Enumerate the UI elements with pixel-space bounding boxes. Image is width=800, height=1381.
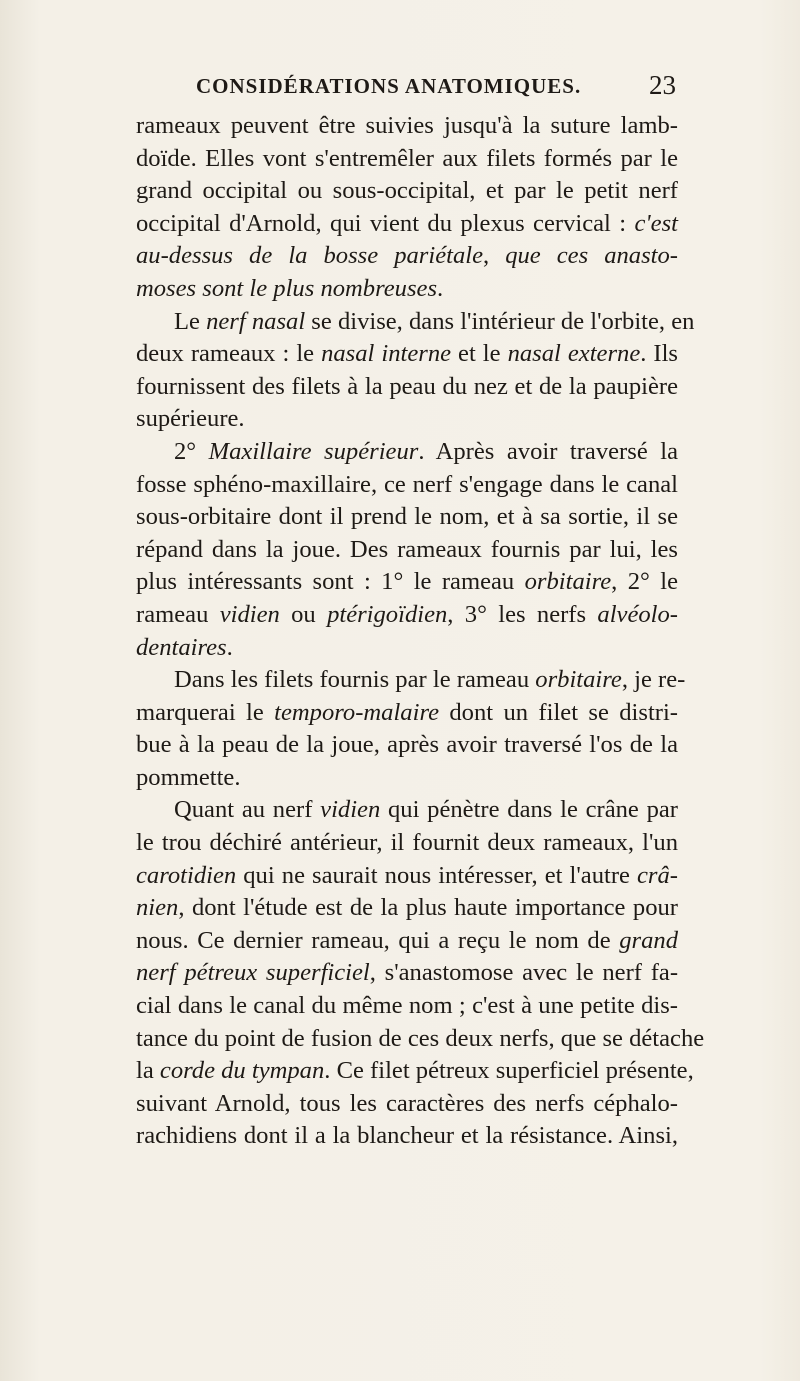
text-segment: nous. Ce dernier rameau, qui a reçu le nom de	[136, 926, 620, 954]
italic-term: nerf nasal	[206, 307, 306, 335]
italic-term: orbitaire	[524, 568, 612, 596]
text-line	[136, 436, 678, 469]
text-line	[136, 403, 678, 436]
text-segment: répand dans la joue. Des rameaux fournis par lui, les	[136, 535, 678, 563]
text-segment: supérieure.	[136, 405, 245, 433]
text-line	[136, 371, 678, 404]
text-line	[136, 306, 695, 339]
text-segment: plus intéressants sont : 1° le rameau	[136, 568, 525, 596]
text-segment: Le	[174, 307, 207, 335]
italic-term: temporo-malaire	[274, 698, 440, 726]
italic-term: au-dessus de la bosse pariétale	[136, 242, 483, 270]
running-title: CONSIDÉRATIONS ANATOMIQUES.	[196, 74, 582, 98]
italic-term: c'est	[634, 209, 678, 237]
text-segment: , 3° les nerfs	[447, 600, 598, 628]
text-line	[136, 794, 678, 827]
text-line	[136, 925, 678, 958]
italic-term: alvéolo-	[597, 600, 678, 628]
text-line	[136, 990, 678, 1023]
text-segment: fosse sphéno-maxillaire, ce nerf s'engage dans le canal	[136, 470, 678, 498]
italic-term: nasal interne	[321, 340, 452, 368]
text-segment: 2°	[174, 437, 209, 465]
text-segment: grand occipital ou sous-occipital, et par le petit nerf	[136, 177, 678, 205]
text-line	[136, 1055, 694, 1088]
italic-term: ptérigoïdien	[327, 600, 448, 628]
text-segment: doïde. Elles vont s'entremêler aux filets formés par le	[136, 144, 678, 172]
text-line	[136, 338, 678, 371]
italic-term: grand	[619, 926, 678, 954]
text-line	[136, 957, 678, 990]
text-line	[136, 827, 678, 860]
page-number: 23	[649, 70, 676, 100]
text-segment: qui ne saurait nous intéresser, et l'autre	[236, 861, 638, 889]
italic-term: nien	[136, 894, 179, 922]
text-segment: qui pénètre dans le crâne par	[380, 796, 678, 824]
text-line	[136, 469, 678, 502]
text-segment: ,	[483, 242, 506, 270]
text-line	[136, 240, 678, 273]
text-line	[136, 501, 678, 534]
text-line	[136, 208, 678, 241]
text-line	[136, 566, 678, 599]
body-text	[136, 110, 705, 1153]
italic-term: nerf pétreux superficiel	[136, 959, 370, 987]
text-segment: rameau	[136, 600, 220, 628]
text-segment: .	[226, 633, 233, 661]
italic-term: dentaires	[136, 633, 227, 661]
italic-term: moses sont le plus nombreuses	[136, 274, 438, 302]
text-line	[136, 697, 678, 730]
text-segment: . Ils	[640, 340, 678, 368]
text-segment: .	[437, 274, 444, 302]
text-segment: et le	[451, 340, 508, 368]
italic-term: Maxillaire supérieur	[208, 437, 419, 465]
text-segment: ou	[279, 600, 328, 628]
text-segment: se divise, dans l'intérieur de l'orbite, en	[305, 307, 695, 335]
text-segment: pommette.	[136, 763, 241, 791]
text-line	[136, 1120, 678, 1153]
text-segment: Dans les filets fournis par le rameau	[174, 666, 536, 694]
italic-term: crâ-	[637, 861, 678, 889]
text-line	[136, 143, 678, 176]
text-line	[136, 110, 678, 143]
text-segment: rachidiens dont il a la blancheur et la résistance. Ainsi,	[136, 1122, 678, 1150]
text-segment: la	[136, 1057, 160, 1085]
text-line	[136, 762, 678, 795]
text-segment: fournissent des filets à la peau du nez et de la paupière	[136, 372, 678, 400]
page-header	[136, 70, 676, 106]
italic-term: orbitaire	[535, 666, 622, 694]
text-segment: deux rameaux : le	[136, 340, 322, 368]
text-segment: bue à la peau de la joue, après avoir traversé l'os de la	[136, 731, 678, 759]
text-line	[136, 860, 678, 893]
text-line	[136, 664, 686, 697]
italic-term: vidien	[219, 600, 280, 628]
italic-term: nasal externe	[507, 340, 641, 368]
text-segment: , dont l'étude est de la plus haute importance pour	[178, 894, 678, 922]
text-line	[136, 175, 678, 208]
text-line	[136, 632, 678, 665]
text-line	[136, 273, 678, 306]
text-segment: suivant Arnold, tous les caractères des nerfs céphalo-	[136, 1089, 678, 1117]
text-segment: occipital d'Arnold, qui vient du plexus cervical :	[136, 209, 635, 237]
text-line	[136, 1088, 678, 1121]
text-segment: . Ce filet pétreux superficiel présente,	[324, 1057, 694, 1085]
text-segment: . Après avoir traversé la	[418, 437, 678, 465]
text-segment: marquerai le	[136, 698, 275, 726]
text-segment: tance du point de fusion de ces deux nerfs, que se détache	[136, 1024, 705, 1052]
text-line	[136, 729, 678, 762]
italic-term: vidien	[320, 796, 381, 824]
italic-term: que ces anasto-	[505, 242, 678, 270]
text-segment: le trou déchiré antérieur, il fournit deux rameaux, l'un	[136, 829, 678, 857]
text-segment: rameaux peuvent être suivies jusqu'à la suture lamb-	[136, 112, 678, 139]
text-segment: sous-orbitaire dont il prend le nom, et à sa sortie, il se	[136, 503, 678, 531]
text-line	[136, 1023, 705, 1056]
italic-term: carotidien	[136, 861, 237, 889]
text-line	[136, 599, 678, 632]
text-line	[136, 534, 678, 567]
text-line	[136, 892, 678, 925]
text-segment: Quant au nerf	[174, 796, 321, 824]
text-segment: , je re-	[621, 666, 686, 694]
text-segment: , 2° le	[611, 568, 679, 596]
text-segment: cial dans le canal du même nom ; c'est à une petite dis-	[136, 992, 678, 1020]
text-segment: , s'anastomose avec le nerf fa-	[369, 959, 679, 987]
text-segment: dont un filet se distri-	[439, 698, 678, 726]
italic-term: corde du tympan	[159, 1057, 325, 1085]
